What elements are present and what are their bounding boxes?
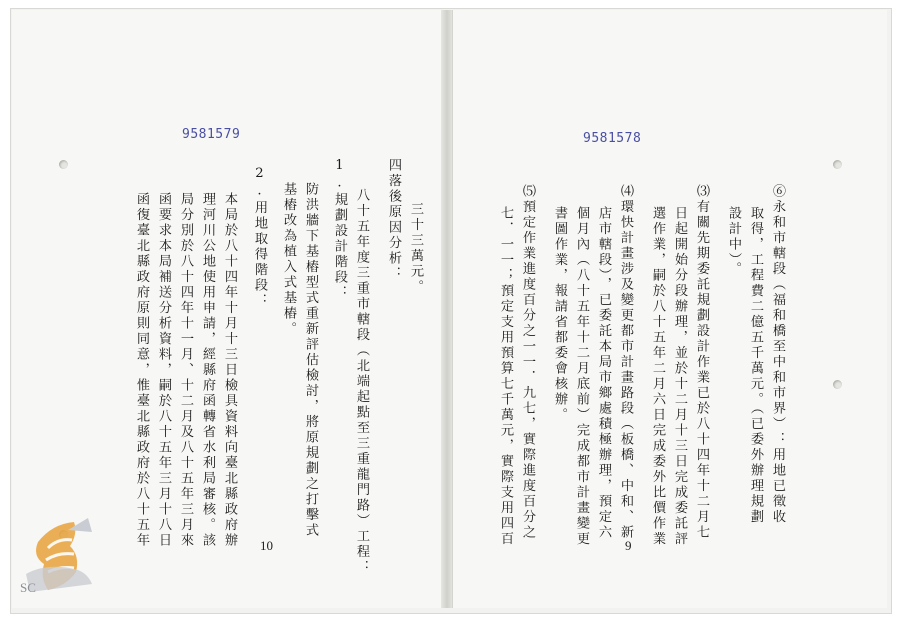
text-column: ⑥永和市轄段（福和橋至中和市界）：用地已徵收 [770,184,785,525]
archive-logo-icon [18,512,100,602]
page-number: 10 [260,538,273,553]
text-column: 取得，工程費二億五千萬元。（已委外辦理規劃 [748,206,763,525]
page-number: 9 [625,538,632,553]
text-column: 個月內（八十五年十二月底前）完成都市計畫變更 [574,206,589,547]
text-column: 四落後原因分析： [386,158,401,282]
text-column: 店市轄段），已委託本局市鄉處積極辦理，預定六 [596,206,611,541]
text-column: 八十五年度三重市轄段（北端起點至三重龍門路）工程： [354,188,369,576]
text-column: 1.規劃設計階段： [332,158,347,302]
binding-hole-icon [59,160,68,169]
text-column: 局分別於八十四年十一月、十二月及八十五年三月來 [178,192,193,549]
left-page-stamp: 9581579 [182,127,241,142]
text-column: 理河川公地使用申請，經縣府函轉省水利局審核。該 [200,192,215,549]
text-column: 選作業，嗣於八十五年二月六日完成委外比價作業 [650,206,665,547]
right-page [452,10,887,608]
binding-hole-icon [833,380,842,389]
right-page-stamp: 9581578 [583,131,642,146]
text-column: 三十三萬元。 [408,202,423,295]
text-column: 七．一一；預定支用預算七千萬元，實際支用四百 [498,206,513,547]
text-column: ⑶有關先期委託規劃設計作業已於八十四年十二月七 [694,184,709,541]
text-column: 函復臺北縣政府原則同意，惟臺北縣政府於八十五年 [134,192,149,549]
text-column: 書圖作業，報請省都委會核辦。 [552,206,567,423]
text-column: 日起開始分段辦理，並於十二月十三日完成委託評 [672,206,687,547]
text-column: 防洪牆下基樁型式重新評估檢討，將原規劃之打擊式 [303,182,318,539]
text-column: 函要求本局補送分析資料，嗣於八十五年三月十八日 [156,192,171,549]
binding-hole-icon [833,160,842,169]
text-column: 設計中）。 [726,206,741,277]
text-column: 本局於八十四年十月十三日檢具資料向臺北縣政府辦 [222,192,237,549]
text-column: ⑸預定作業進度百分之一一．九七，實際進度百分之 [520,184,535,541]
logo-text: SC [20,580,36,595]
text-column: 2.用地取得階段： [252,166,267,310]
text-column: 基樁改為植入式基樁。 [281,182,296,337]
text-column: ⑷環快計畫涉及變更都市計畫路段（板橋、中和、新 [618,184,633,541]
